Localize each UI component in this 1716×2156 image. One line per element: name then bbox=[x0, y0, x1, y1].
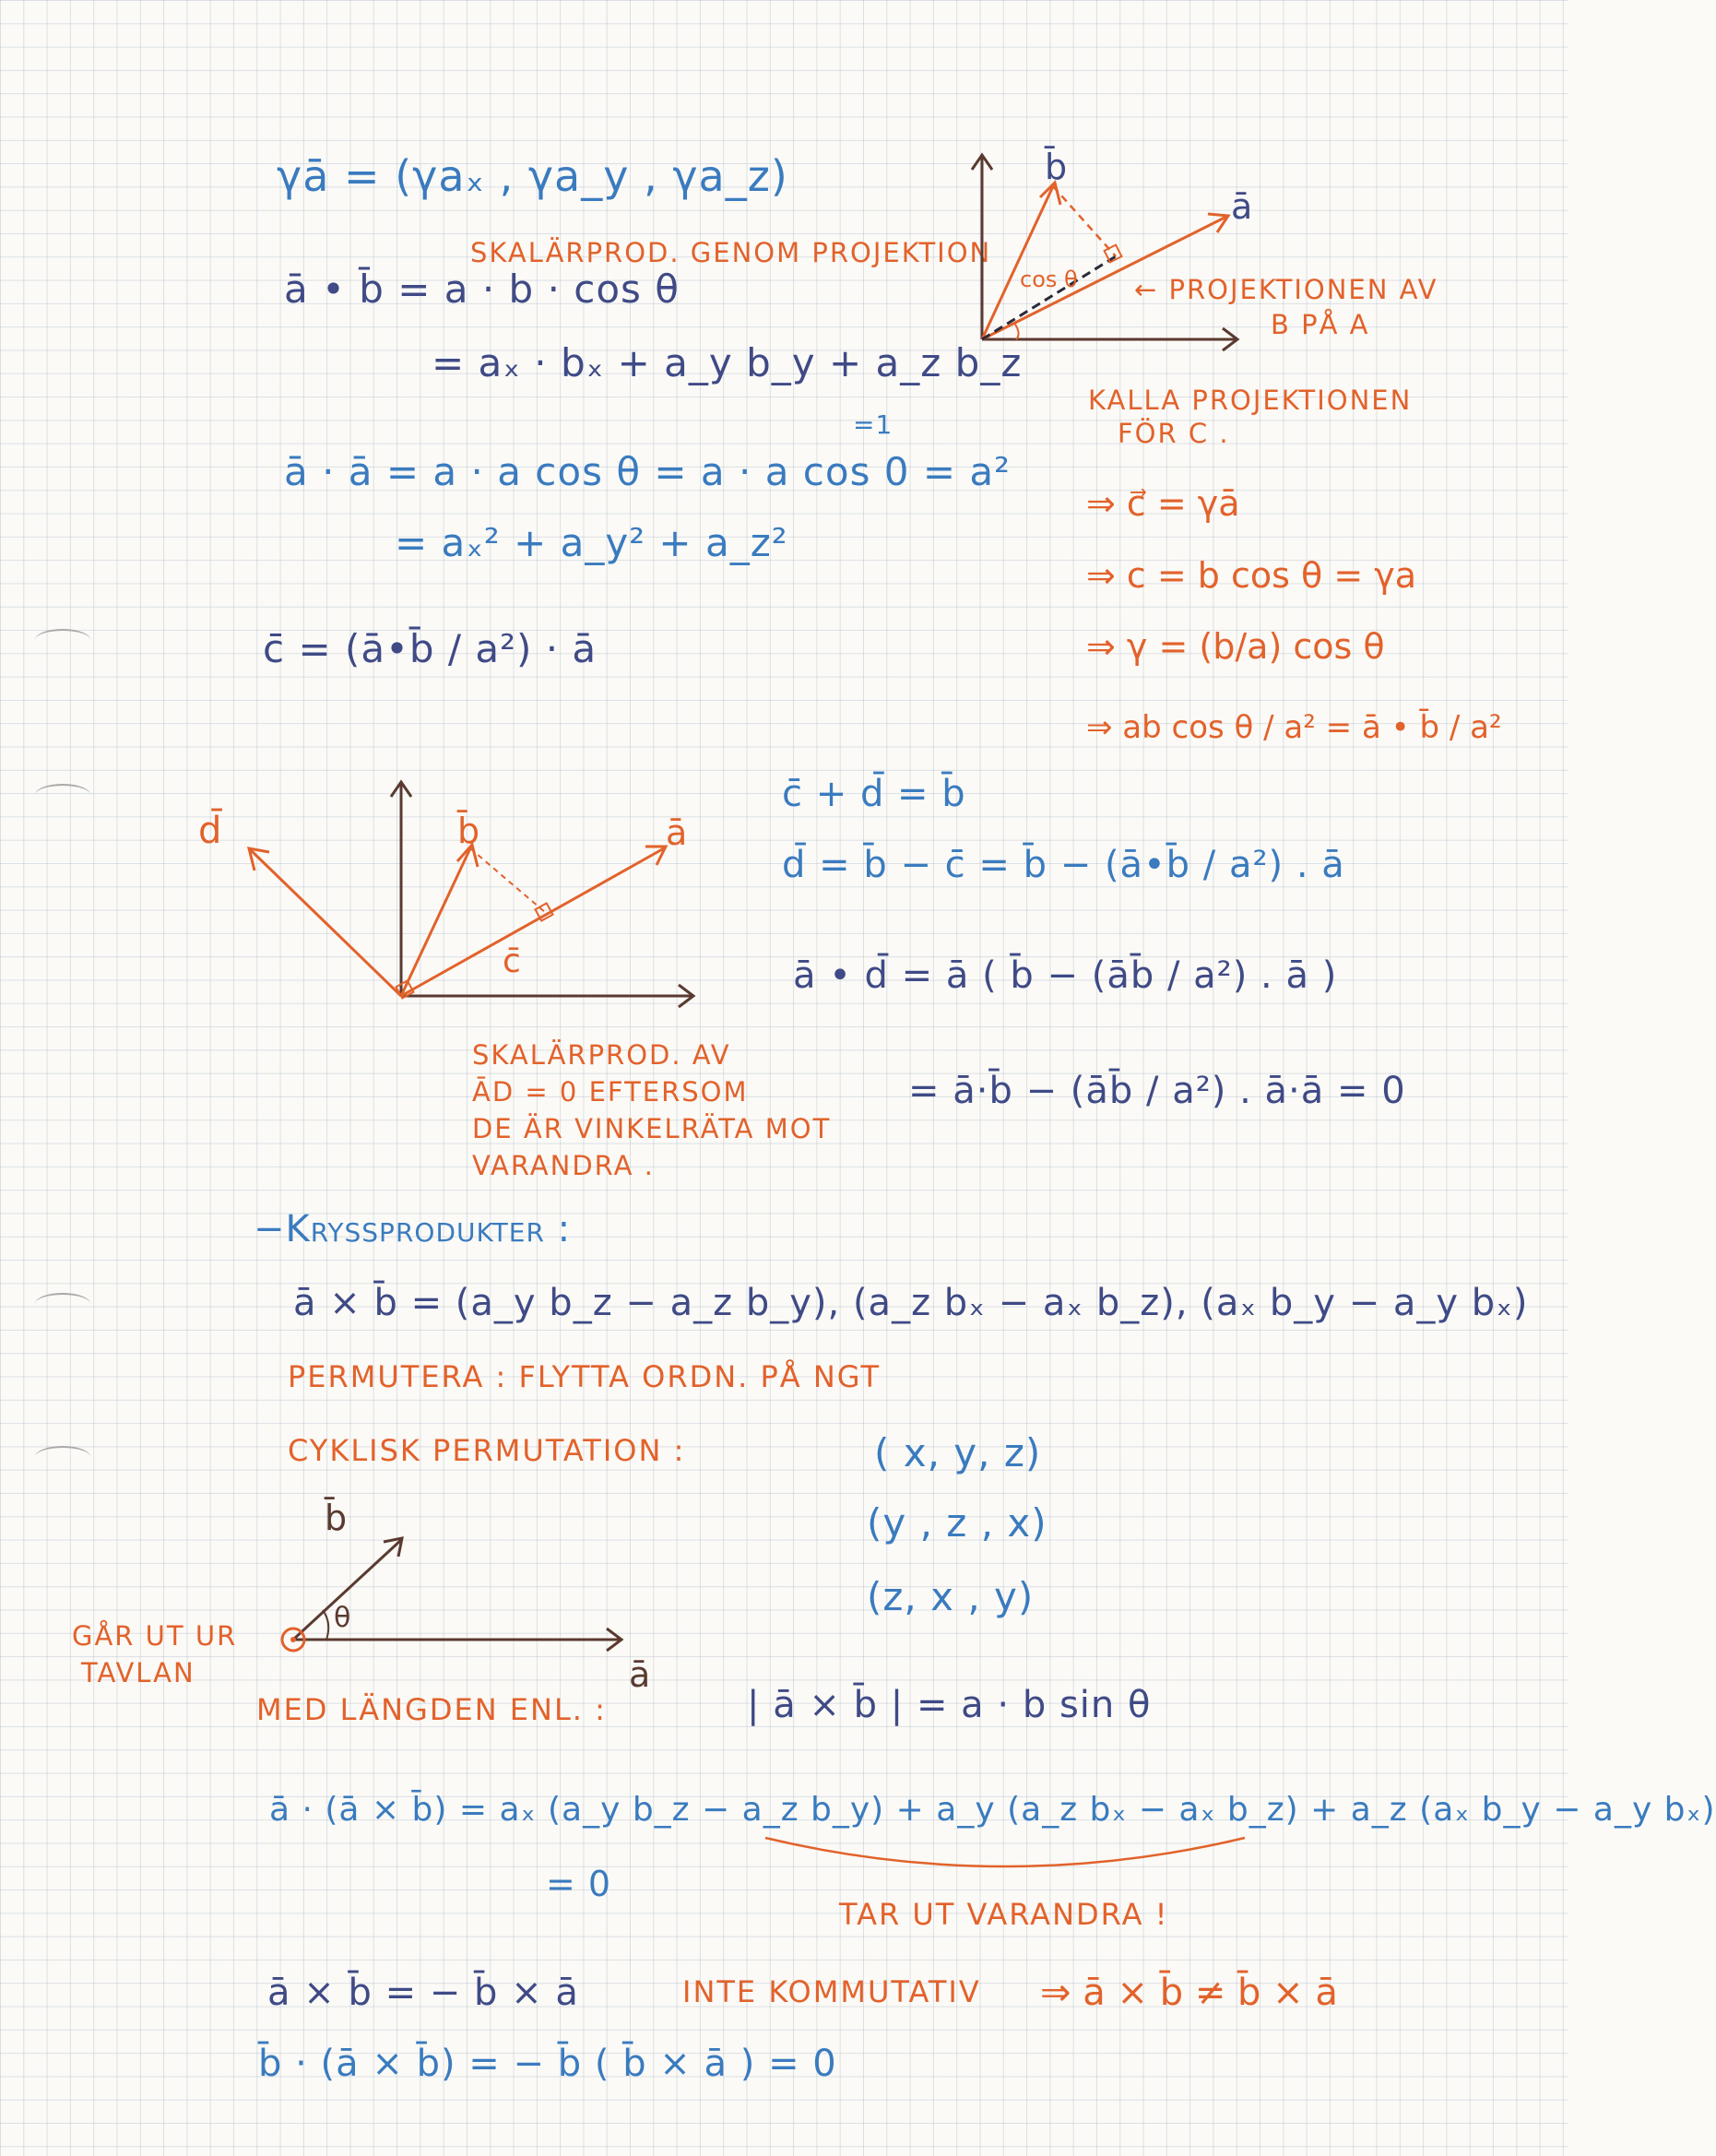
self-dot-components: = aₓ² + a_y² + a_z² bbox=[395, 520, 788, 565]
out-of-label: GÅR UT UR bbox=[72, 1620, 238, 1652]
fig2-vector-a bbox=[401, 848, 664, 996]
permutation-2: (y , z , x) bbox=[867, 1500, 1047, 1546]
c-plus-d: c̄ + d̄ = b̄ bbox=[782, 773, 966, 815]
fig1-cos-label: cos θ bbox=[1020, 267, 1078, 292]
fig3-theta-label: θ bbox=[334, 1602, 351, 1634]
fig2-c-label: c̄ bbox=[503, 942, 521, 980]
board-label: TAVLAN bbox=[81, 1657, 195, 1688]
fig3-b-label: b̄ bbox=[325, 1498, 348, 1538]
dot-product-definition: ā • b̄ = a · b · cos θ bbox=[284, 267, 680, 312]
right-line-4: ⇒ ab cos θ / a² = ā • b̄ / a² bbox=[1086, 709, 1502, 746]
fig2-b-label: b̄ bbox=[457, 811, 480, 851]
fig2-vector-d bbox=[251, 850, 401, 996]
cross-product-heading: −Kryssprodukter : bbox=[254, 1208, 572, 1250]
cos-equals-one-label: =1 bbox=[853, 409, 894, 440]
permutation-1: ( x, y, z) bbox=[874, 1430, 1042, 1475]
fig3-a-label: ā bbox=[629, 1654, 651, 1695]
b-dot-cross: b̄ · (ā × b̄) = − b̄ ( b̄ × ā ) = 0 bbox=[258, 2043, 837, 2085]
permute-label: PERMUTERA : FLYTTA ORDN. PÅ NGT bbox=[288, 1359, 881, 1394]
note-line-2: ĀD = 0 EFTERSOM bbox=[472, 1076, 749, 1108]
not-commutative-label: INTE KOMMUTATIV bbox=[682, 1974, 981, 2009]
triple-product: ā · (ā × b̄) = aₓ (a_y b_z − a_z b_y) + a_y (a_z bₓ − aₓ b_z) + a_z (aₓ b_y − a_y bₓ) bbox=[269, 1791, 1716, 1829]
cyclic-label: CYKLISK PERMUTATION : bbox=[288, 1433, 686, 1468]
d-definition: d̄ = b̄ − c̄ = b̄ − (ā•b̄ / a²) . ā bbox=[782, 844, 1345, 886]
right-line-1: ⇒ c⃗ = γā bbox=[1086, 483, 1240, 524]
projection-label: SKALÄRPROD. GENOM PROJEKTION bbox=[470, 237, 992, 268]
cancel-arc bbox=[756, 1830, 1254, 1886]
binder-hole bbox=[35, 784, 90, 806]
dot-product-components: = aₓ · bₓ + a_y b_y + a_z b_z bbox=[432, 340, 1023, 385]
self-dot-product: ā · ā = a · a cos θ = a · a cos 0 = a² bbox=[284, 449, 1011, 494]
projection-drop-line bbox=[1053, 186, 1116, 256]
right-line-2: ⇒ c = b cos θ = γa bbox=[1086, 555, 1417, 596]
projection-figure bbox=[959, 138, 1254, 360]
vector-b-arrow bbox=[982, 186, 1053, 339]
c-vector-definition: c̄ = (ā•b̄ / a²) · ā bbox=[263, 626, 598, 671]
not-commutative-formula: ⇒ ā × b̄ ≠ b̄ × ā bbox=[1040, 1972, 1338, 2014]
fig1-b-label: b̄ bbox=[1045, 147, 1069, 187]
magnitude-label: MED LÄNGDEN ENL. : bbox=[256, 1692, 607, 1727]
note-line-3: DE ÄR VINKELRÄTA MOT bbox=[472, 1113, 832, 1144]
a-dot-d-result: = ā·b̄ − (āb̄ / a²) . ā·ā = 0 bbox=[908, 1070, 1406, 1112]
triple-product-result: = 0 bbox=[546, 1864, 612, 1904]
scalar-multiplication: γā = (γaₓ , γa_y , γa_z) bbox=[277, 151, 788, 201]
for-c: FÖR C . bbox=[1118, 418, 1230, 449]
cancel-label: TAR UT VARANDRA ! bbox=[839, 1897, 1169, 1932]
call-projection: KALLA PROJEKTIONEN bbox=[1088, 385, 1413, 416]
cross-product-figure bbox=[267, 1522, 636, 1660]
fig2-vector-b bbox=[401, 848, 470, 996]
binder-hole bbox=[35, 629, 90, 651]
note-line-4: VARANDRA . bbox=[472, 1150, 655, 1181]
a-dot-d: ā • d̄ = ā ( b̄ − (āb̄ / a²) . ā ) bbox=[793, 954, 1338, 997]
anticommutative: ā × b̄ = − b̄ × ā bbox=[267, 1972, 579, 2014]
fig1-projection-label: ← PROJEKTIONEN AV bbox=[1134, 274, 1438, 305]
binder-hole bbox=[35, 1293, 90, 1315]
note-line-1: SKALÄRPROD. AV bbox=[472, 1039, 731, 1071]
right-line-3: ⇒ γ = (b/a) cos θ bbox=[1086, 626, 1385, 667]
fig2-a-label: ā bbox=[666, 812, 688, 853]
binder-hole bbox=[35, 1446, 90, 1468]
fig2-d-label: d̄ bbox=[198, 810, 222, 852]
fig1-projection-label-2: B PÅ A bbox=[1271, 309, 1370, 340]
fig1-a-label: ā bbox=[1231, 186, 1254, 227]
orthogonal-decomposition-figure bbox=[203, 765, 719, 1005]
permutation-3: (z, x , y) bbox=[867, 1574, 1035, 1619]
cross-product-definition: ā × b̄ = (a_y b_z − a_z b_y), (a_z bₓ − aₓ b_z), (aₓ b_y − a_y bₓ) bbox=[293, 1282, 1529, 1324]
magnitude-formula: | ā × b̄ | = a · b sin θ bbox=[747, 1684, 1152, 1726]
